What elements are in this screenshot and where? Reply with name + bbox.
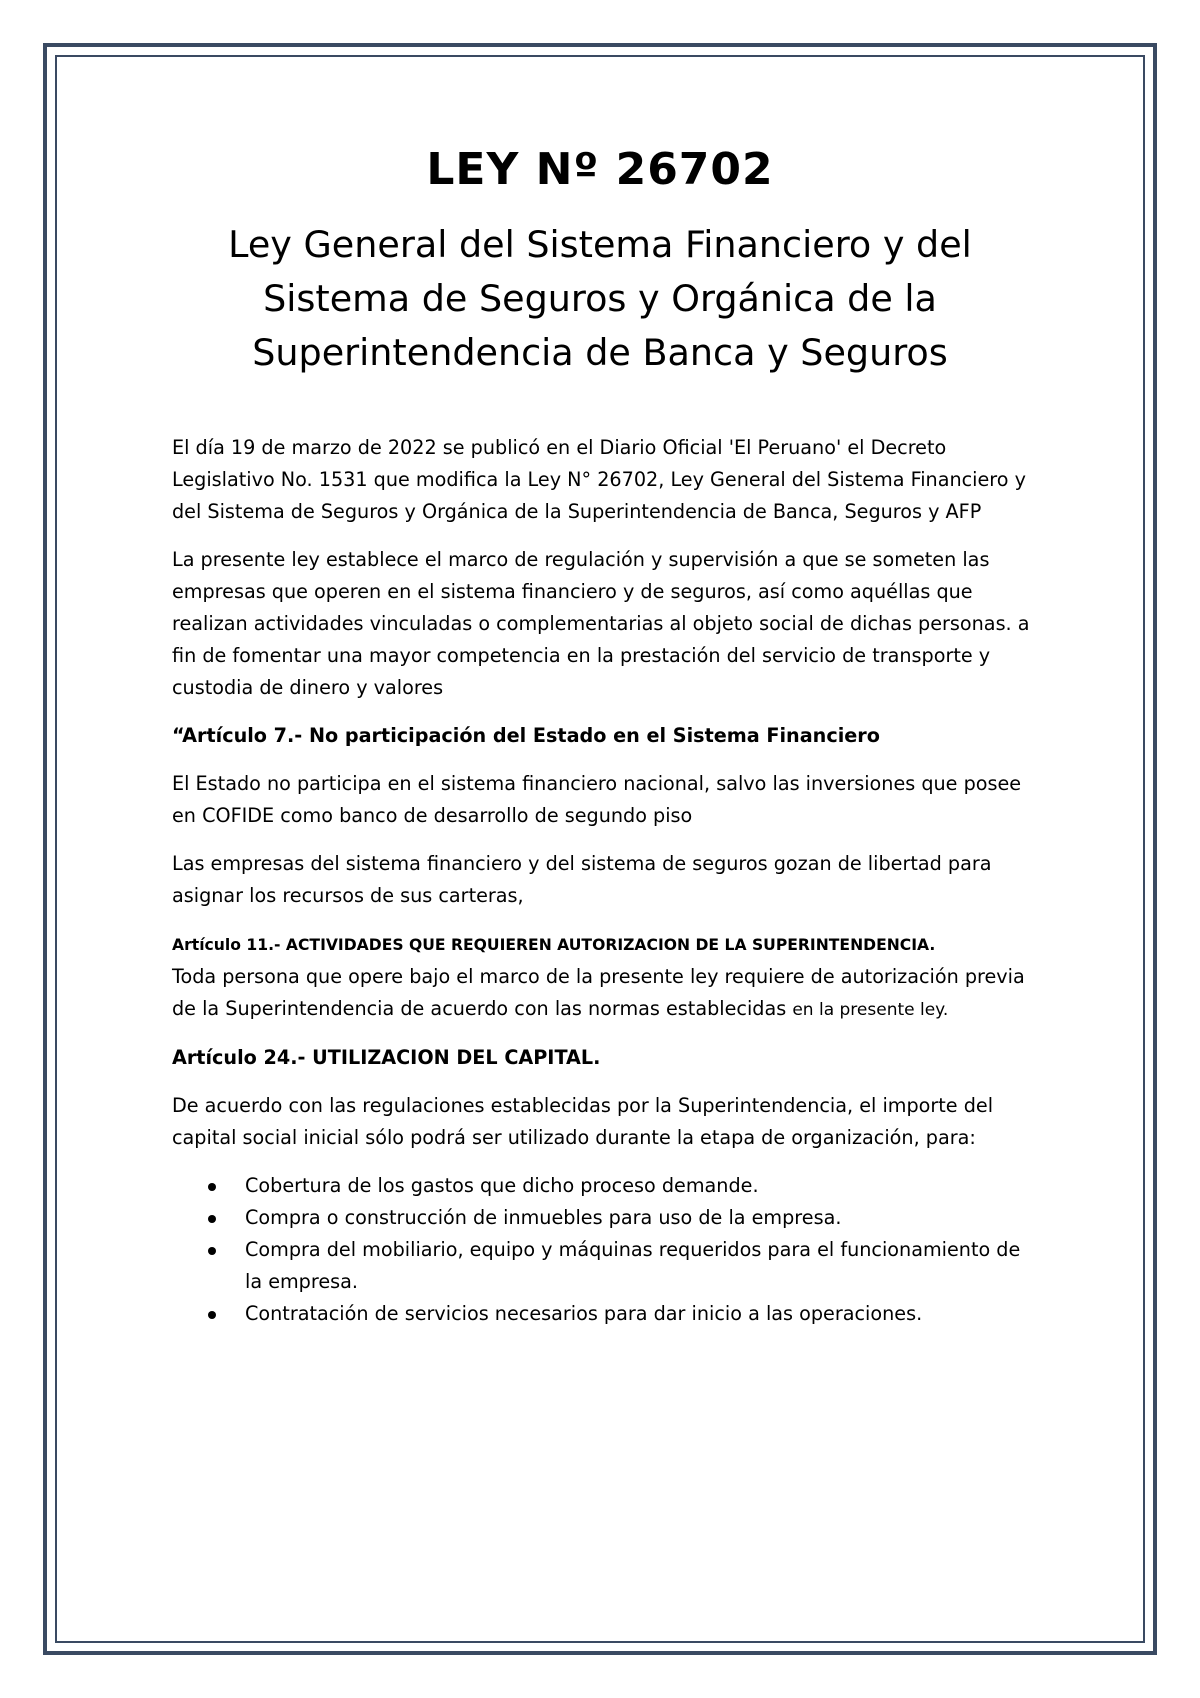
article-24-heading: Artículo 24.- UTILIZACION DEL CAPITAL. [172, 1046, 601, 1069]
article-7-paragraph-2: Las empresas del sistema financiero y del sistema de seguros gozan de libertad para asignar los recursos de sus carteras, [172, 852, 992, 907]
document-subtitle: Ley General del Sistema Financiero y del Sistema de Seguros y Orgánica de la Superintendencia de Banca y Seguros [228, 223, 972, 374]
bullet-icon [208, 1247, 216, 1255]
scope-paragraph: La presente ley establece el marco de regulación y supervisión a que se someten las empresas que operen en el sistema financiero y de seguros, así como aquéllas que realizan actividades vinculadas o complementarias al objeto social de dichas personas. a fin de fomentar una mayor competencia en la prestación del servicio de transporte y custodia de dinero y valores [172, 548, 1030, 699]
list-item: Compra del mobiliario, equipo y máquinas requeridos para el funcionamiento de la empresa. [172, 1234, 1032, 1298]
bullet-icon [208, 1183, 216, 1191]
article-24-paragraph: De acuerdo con las regulaciones establecidas por la Superintendencia, el importe del capital social inicial sólo podrá ser utilizado durante la etapa de organización, para: [172, 1094, 994, 1149]
article-11-heading: Artículo 11.- ACTIVIDADES QUE REQUIEREN AUTORIZACION DE LA SUPERINTENDENCIA. [172, 936, 936, 954]
list-item: Contratación de servicios necesarios para dar inicio a las operaciones. [172, 1298, 1032, 1330]
bullet-icon [208, 1215, 216, 1223]
bullet-icon [208, 1311, 216, 1319]
document-body [172, 432, 1032, 1330]
intro-paragraph: El día 19 de marzo de 2022 se publicó en el Diario Oficial 'El Peruano' el Decreto Legislativo No. 1531 que modifica la Ley N° 26702, Ley General del Sistema Financiero y del Sistema de Seguros y Orgánica de la Superintendencia de Banca, Seguros y AFP [172, 436, 1026, 523]
article-7-paragraph-1: El Estado no participa en el sistema financiero nacional, salvo las inversiones que posee en COFIDE como banco de desarrollo de segundo piso [172, 772, 1022, 827]
article-7-heading: “Artículo 7.- No participación del Estado en el Sistema Financiero [172, 724, 880, 747]
list-item: Cobertura de los gastos que dicho proceso demande. [172, 1170, 1032, 1202]
document-title: LEY Nº 26702 [426, 144, 774, 195]
list-item: Compra o construcción de inmuebles para uso de la empresa. [172, 1202, 1032, 1234]
article-11-block [172, 928, 1032, 1026]
capital-uses-list [172, 1170, 1032, 1330]
article-11-body: Toda persona que opere bajo el marco de la presente ley requiere de autorización previa de la Superintendencia de acuerdo con las normas establecidas [172, 965, 1025, 1020]
article-11-tail: en la presente ley. [792, 1000, 949, 1020]
